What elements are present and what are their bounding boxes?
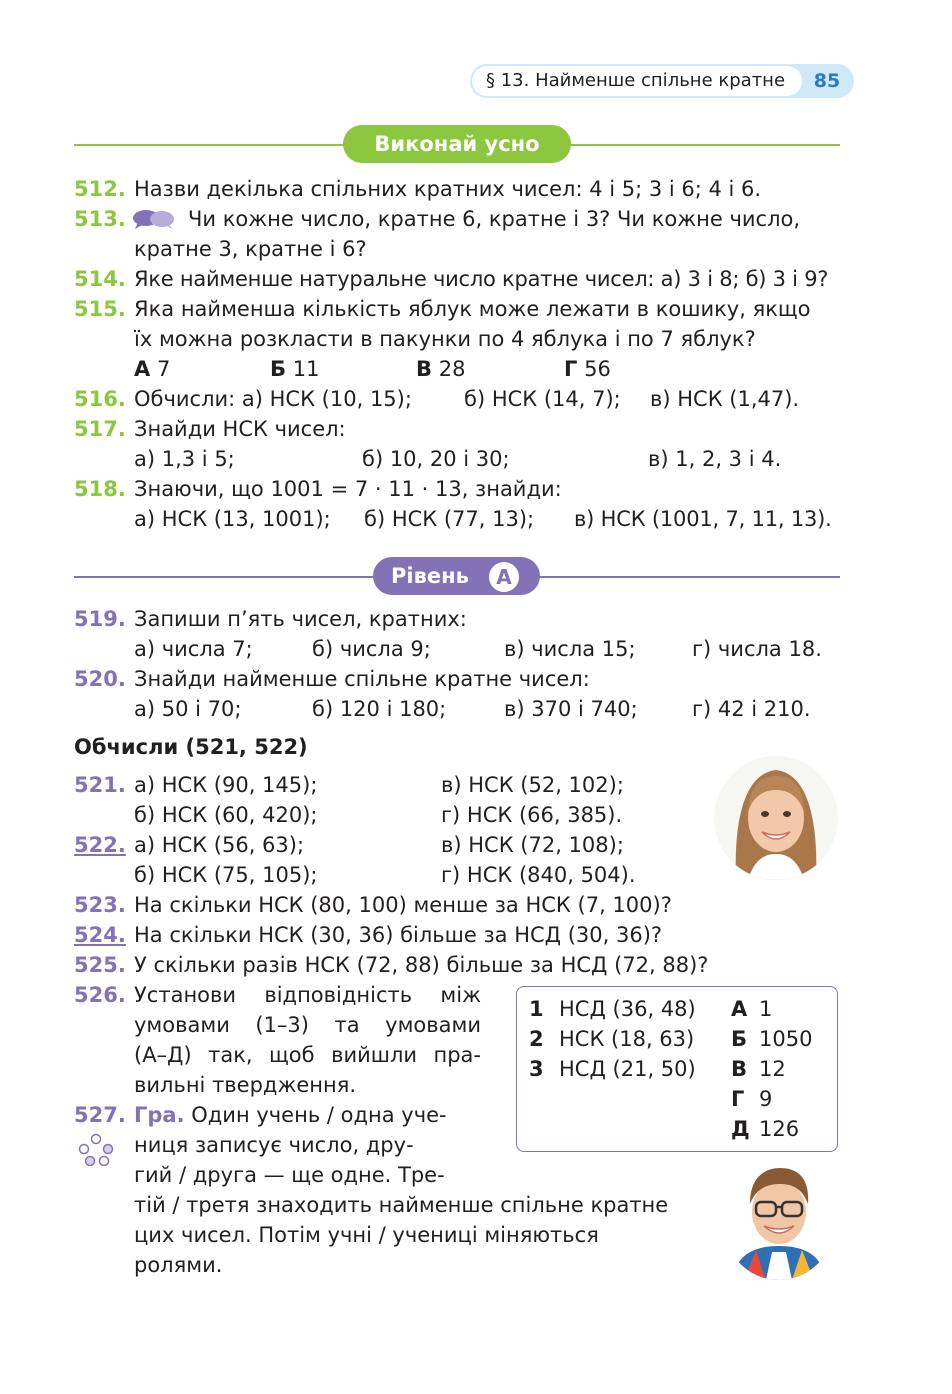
problem-item: г) 42 і 210.: [692, 697, 811, 721]
answer-option: Г 56: [564, 357, 611, 381]
problem-text: їх можна розкласти в пакунки по 4 яблука і по 7 яблук?: [134, 327, 756, 351]
problem-item: а) НСК (13, 1001);: [134, 507, 331, 531]
subheading: Обчисли (521, 522): [74, 735, 308, 759]
problem-number: 519.: [74, 607, 126, 631]
problem-text: Знаючи, що 1001 = 7 · 11 · 13, знайди:: [134, 477, 562, 501]
game-label: Гра.: [134, 1103, 185, 1127]
problem-item: б) 120 і 180;: [312, 697, 447, 721]
option-value: 12: [759, 1057, 786, 1081]
problem-text: умовами (1–3) та умовами: [134, 1013, 481, 1037]
option-letter: Г: [731, 1087, 745, 1111]
problem-text: На скільки НСК (80, 100) менше за НСК (7, 100)?: [134, 893, 672, 917]
girl-portrait: [714, 756, 838, 880]
problem-text: Гра. Один учень / одна уче-: [134, 1103, 447, 1127]
problem-text: цих чисел. Потім учні / учениці міняються: [134, 1223, 599, 1247]
problem-number: 521.: [74, 773, 126, 797]
problem-number: 524.: [74, 923, 126, 947]
problem-text: вильні твердження.: [134, 1073, 357, 1097]
problem-item: б) НСК (75, 105);: [134, 863, 318, 887]
problem-text: ниця записує число, дру-: [134, 1133, 414, 1157]
level-heading: Рівень: [373, 557, 540, 595]
option-value: 9: [759, 1087, 773, 1111]
oral-heading: Виконай усно: [343, 125, 571, 163]
option-letter: В: [731, 1057, 748, 1081]
problem-item: в) НСК (1001, 7, 11, 13).: [574, 507, 832, 531]
condition-number: 2: [529, 1027, 544, 1051]
problem-item: а) НСК (56, 63);: [134, 833, 305, 857]
problem-text: Установи відповідність між: [134, 983, 481, 1007]
problem-number: 517.: [74, 417, 126, 441]
problem-number: 525.: [74, 953, 126, 977]
option-letter: А: [731, 997, 748, 1021]
problem-number: 515.: [74, 297, 126, 321]
problem-number: 523.: [74, 893, 126, 917]
boy-portrait: [722, 1160, 836, 1280]
problem-text: Знайди НСК чисел:: [134, 417, 346, 441]
problem-text: Запиши п’ять чисел, кратних:: [134, 607, 467, 631]
problem-item: г) числа 18.: [692, 637, 822, 661]
level-badge: А: [489, 562, 519, 592]
problem-number: 516.: [74, 387, 126, 411]
problem-text: кратне 3, кратне і 6?: [134, 237, 367, 261]
problem-number: 522.: [74, 833, 126, 857]
answer-option: А 7: [134, 357, 171, 381]
problem-item: а) 50 і 70;: [134, 697, 242, 721]
group-work-icon: [78, 1132, 114, 1166]
problem-item: Обчисли: а) НСК (10, 15);: [134, 387, 412, 411]
problem-item: а) НСК (90, 145);: [134, 773, 318, 797]
option-value: 126: [759, 1117, 800, 1141]
problem-text: тій / третя знаходить найменше спільне кратне: [134, 1193, 669, 1217]
problem-item: б) НСК (14, 7);: [464, 387, 621, 411]
answer-option: Б 11: [270, 357, 320, 381]
section-title: § 13. Найменше спільне кратне: [472, 66, 802, 96]
condition-number: 1: [529, 997, 544, 1021]
problem-item: б) 10, 20 і 30;: [362, 447, 510, 471]
problem-number: 526.: [74, 983, 126, 1007]
problem-item: в) 370 і 740;: [504, 697, 638, 721]
problem-text: Чи кожне число, кратне 6, кратне і 3? Чи кожне число,: [188, 207, 801, 231]
problem-text: ролями.: [134, 1253, 223, 1277]
option-letter: Б: [731, 1027, 748, 1051]
problem-item: а) 1,3 і 5;: [134, 447, 235, 471]
condition-expr: НСД (21, 50): [559, 1057, 696, 1081]
problem-text: У скільки разів НСК (72, 88) більше за НСД (72, 88)?: [134, 953, 709, 977]
option-value: 1050: [759, 1027, 813, 1051]
problem-item: в) 1, 2, 3 і 4.: [648, 447, 782, 471]
problem-item: в) НСК (52, 102);: [441, 773, 624, 797]
problem-item: в) числа 15;: [504, 637, 636, 661]
problem-item: г) НСК (840, 504).: [441, 863, 636, 887]
condition-expr: НСД (36, 48): [559, 997, 696, 1021]
problem-number: 513.: [74, 207, 126, 231]
option-letter: Д: [731, 1117, 750, 1141]
problem-text: Назви декілька спільних кратних чисел: 4 і 5; 3 і 6; 4 і 6.: [134, 177, 762, 201]
problem-item: б) НСК (77, 13);: [364, 507, 535, 531]
problem-item: а) числа 7;: [134, 637, 253, 661]
page-number: 85: [813, 70, 841, 92]
problem-item: б) числа 9;: [312, 637, 431, 661]
problem-text: Знайди найменше спільне кратне чисел:: [134, 667, 590, 691]
speech-bubbles-icon: [132, 208, 176, 230]
problem-item: в) НСК (72, 108);: [441, 833, 624, 857]
problem-text: Яке найменше натуральне число кратне чисел: а) 3 і 8; б) 3 і 9?: [134, 267, 829, 291]
problem-item: б) НСК (60, 420);: [134, 803, 318, 827]
problem-text: Яка найменша кількість яблук може лежати в кошику, якщо: [134, 297, 811, 321]
condition-number: 3: [529, 1057, 544, 1081]
problem-number: 527.: [74, 1103, 126, 1127]
problem-text: гий / друга — ще одне. Тре-: [134, 1163, 445, 1187]
problem-text: На скільки НСК (30, 36) більше за НСД (30, 36)?: [134, 923, 663, 947]
problem-number: 518.: [74, 477, 126, 501]
answer-option: В 28: [416, 357, 466, 381]
problem-number: 512.: [74, 177, 126, 201]
problem-item: г) НСК (66, 385).: [441, 803, 623, 827]
problem-number: 514.: [74, 267, 126, 291]
problem-text: (А–Д) так, щоб вийшли пра-: [134, 1043, 481, 1067]
option-value: 1: [759, 997, 773, 1021]
condition-expr: НСК (18, 63): [559, 1027, 695, 1051]
problem-number: 520.: [74, 667, 126, 691]
problem-item: в) НСК (1,47).: [650, 387, 800, 411]
